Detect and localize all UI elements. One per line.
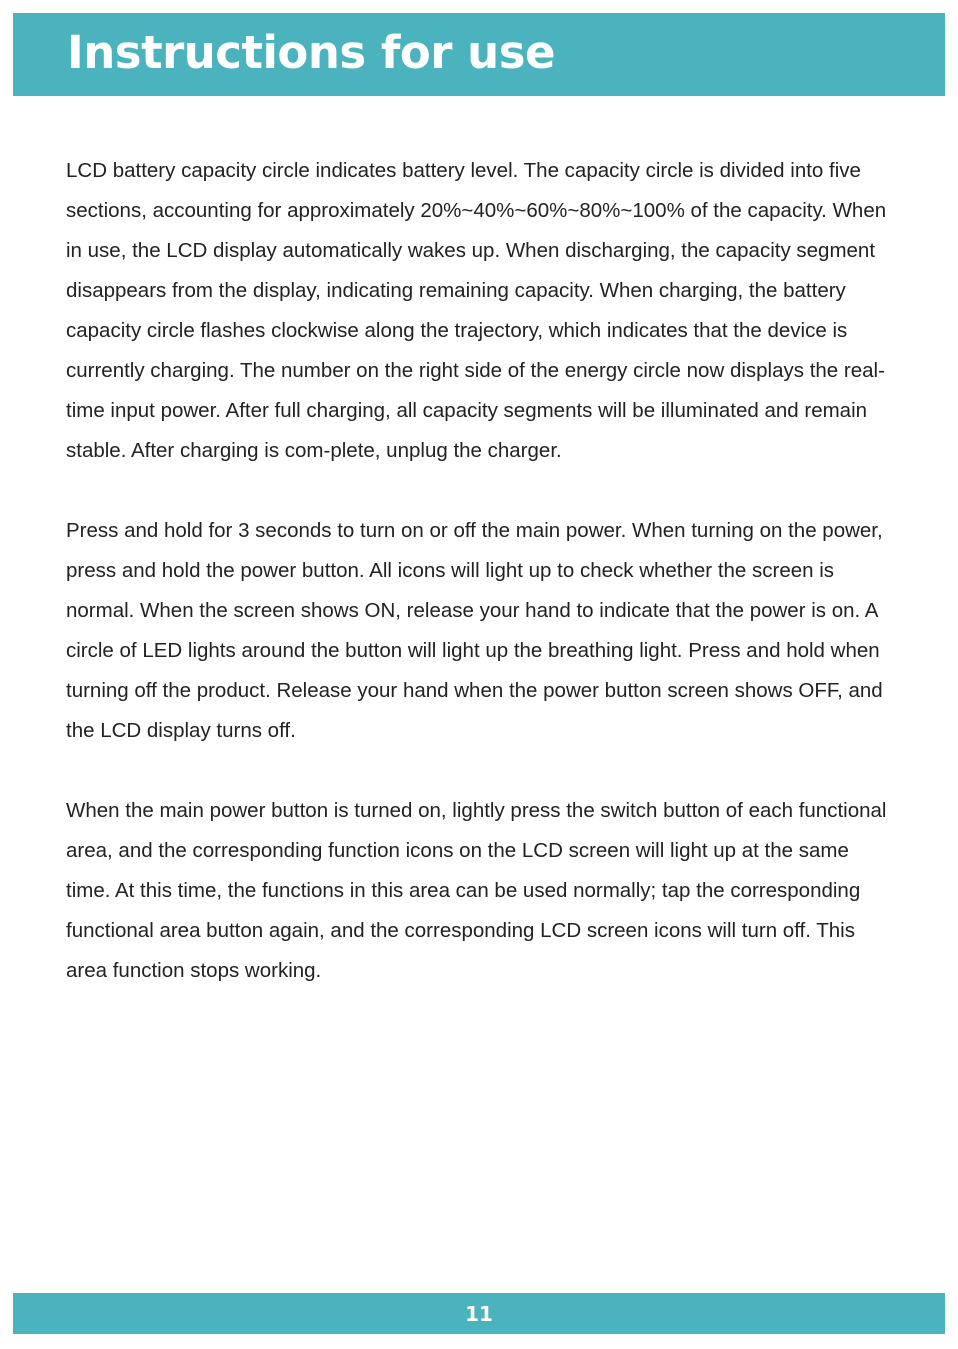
paragraph-battery-indicator: LCD battery capacity circle indicates battery level. The capacity circle is divided into five sections, accounting for approximately 20%~40%~60%~80%~100% of the capacity. When in use, the LCD display automatically wakes up. When discharging, the capacity segment disappears from the display, indicating remaining capacity. When charging, the battery capacity circle flashes clockwise along the trajectory, which indicates that the device is currently charging. The number on the right side of the energy circle now displays the real-time input power. After full charging, all capacity segments will be illuminated and remain stable. After charging is com-plete, unplug the charger. xyxy=(66,159,887,462)
paragraph-main-power: Press and hold for 3 seconds to turn on or off the main power. When turning on the power, press and hold the power button. All icons will light up to check whether the screen is normal. When the screen shows ON, release your hand to indicate that the power is on. A circle of LED lights around the button will light up the breathing light. Press and hold when turning off the product. Release your hand when the power button screen shows OFF, and the LCD display turns off. xyxy=(66,519,883,742)
instructions-content xyxy=(66,151,894,1031)
footer-bar xyxy=(13,1293,945,1334)
page-title: Instructions for use xyxy=(67,26,556,79)
paragraph-functional-areas: When the main power button is turned on, lightly press the switch button of each functional area, and the corresponding function icons on the LCD screen will light up at the same time. At this time, the functions in this area can be used normally; tap the corresponding functional area button again, and the corresponding LCD screen icons will turn off. This area function stops working. xyxy=(66,799,887,982)
page-number: 11 xyxy=(465,1301,493,1326)
header-bar xyxy=(13,13,945,96)
